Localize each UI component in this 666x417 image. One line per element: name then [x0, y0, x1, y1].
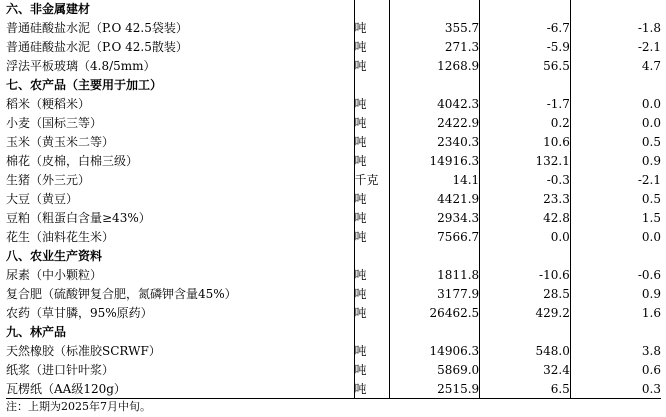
table-row — [6, 19, 661, 38]
unit-cell: 吨 — [354, 133, 389, 152]
change-amount-cell: 42.8 — [480, 209, 571, 228]
change-amount-cell: 132.1 — [480, 152, 571, 171]
change-percent-cell: 1.6 — [641, 305, 661, 320]
change-percent-cell: 3.8 — [641, 343, 661, 358]
table-row — [6, 341, 661, 360]
change-amount-cell — [480, 322, 571, 341]
current-price-cell: 26462.5 — [389, 304, 480, 323]
current-price-cell — [389, 247, 480, 266]
change-percent-cell: -2.1 — [637, 40, 661, 55]
unit-cell — [354, 0, 389, 19]
product-name: 纸浆（进口针叶浆） — [6, 362, 115, 377]
product-name: 稻米（粳稻米） — [6, 97, 91, 112]
current-price-cell: 2515.9 — [389, 379, 480, 398]
change-amount-cell: -5.9 — [480, 38, 571, 57]
unit-cell: 吨 — [354, 266, 389, 285]
change-amount-cell — [480, 247, 571, 266]
current-price-cell: 5869.0 — [389, 360, 480, 379]
unit-cell: 吨 — [354, 341, 389, 360]
price-table-body — [6, 0, 661, 398]
product-name: 豆粕（粗蛋白含量≥43%） — [6, 211, 151, 226]
table-row — [6, 152, 661, 171]
current-price-cell: 7566.7 — [389, 228, 480, 247]
change-percent-cell: -0.6 — [637, 268, 661, 283]
table-row — [6, 190, 661, 209]
section-row — [6, 76, 661, 95]
table-row — [6, 285, 661, 304]
product-name: 棉花（皮棉，白棉三级） — [6, 154, 139, 169]
table-row — [6, 133, 661, 152]
change-percent-cell: 0.0 — [641, 230, 661, 245]
change-percent-cell: -2.1 — [637, 173, 661, 188]
product-name: 浮法平板玻璃（4.8/5mm） — [6, 59, 156, 74]
change-amount-cell: 28.5 — [480, 285, 571, 304]
table-row — [6, 38, 661, 57]
change-amount-cell: 548.0 — [480, 341, 571, 360]
change-amount-cell: -0.3 — [480, 171, 571, 190]
change-amount-cell: 32.4 — [480, 360, 571, 379]
section-row — [6, 0, 661, 19]
unit-cell: 吨 — [354, 360, 389, 379]
product-name: 天然橡胶（标准胶SCRWF） — [6, 343, 161, 358]
footnote: 注：上期为2025年7月中旬。 — [6, 400, 151, 413]
change-percent-cell: 0.0 — [641, 116, 661, 131]
unit-cell: 吨 — [354, 152, 389, 171]
change-amount-cell: -1.7 — [480, 95, 571, 114]
unit-cell — [354, 76, 389, 95]
current-price-cell: 14916.3 — [389, 152, 480, 171]
section-title: 八、农业生产资料 — [6, 249, 103, 264]
price-table — [6, 0, 661, 399]
table-row — [6, 57, 661, 76]
product-name: 大豆（黄豆） — [6, 192, 79, 207]
table-row — [6, 171, 661, 190]
table-row — [6, 95, 661, 114]
unit-cell: 吨 — [354, 228, 389, 247]
product-name: 生猪（外三元） — [6, 173, 91, 188]
unit-cell: 吨 — [354, 38, 389, 57]
change-amount-cell: 6.5 — [480, 379, 571, 398]
change-percent-cell: 0.5 — [641, 135, 661, 150]
change-percent-cell: 0.3 — [570, 379, 661, 398]
current-price-cell: 2422.9 — [389, 114, 480, 133]
table-row — [6, 228, 661, 247]
product-name: 尿素（中小颗粒） — [6, 268, 103, 283]
current-price-cell — [389, 322, 480, 341]
change-amount-cell: -6.7 — [480, 19, 571, 38]
product-name: 普通硅酸盐水泥（P.O 42.5袋装） — [6, 21, 188, 36]
change-percent-cell: 0.9 — [641, 154, 661, 169]
unit-cell: 吨 — [354, 209, 389, 228]
current-price-cell: 2934.3 — [389, 209, 480, 228]
section-title: 六、非金属建材 — [6, 2, 91, 17]
unit-cell: 吨 — [354, 304, 389, 323]
section-row — [6, 247, 661, 266]
change-amount-cell: -10.6 — [480, 266, 571, 285]
unit-cell: 吨 — [354, 285, 389, 304]
table-row — [6, 304, 661, 323]
change-amount-cell: 56.5 — [480, 57, 571, 76]
change-percent-cell: 4.7 — [641, 59, 661, 74]
change-amount-cell — [480, 0, 571, 19]
change-amount-cell — [480, 76, 571, 95]
unit-cell: 吨 — [354, 190, 389, 209]
product-name: 小麦（国标三等） — [6, 116, 103, 131]
current-price-cell: 1811.8 — [389, 266, 480, 285]
current-price-cell: 14.1 — [389, 171, 480, 190]
change-amount-cell: 23.3 — [480, 190, 571, 209]
table-row — [6, 360, 661, 379]
section-title: 九、林产品 — [6, 324, 67, 339]
table-row — [6, 266, 661, 285]
unit-cell — [354, 322, 389, 341]
current-price-cell — [389, 76, 480, 95]
change-amount-cell: 10.6 — [480, 133, 571, 152]
current-price-cell: 4421.9 — [389, 190, 480, 209]
current-price-cell: 3177.9 — [389, 285, 480, 304]
change-percent-cell: 0.6 — [641, 362, 661, 377]
section-row — [6, 322, 661, 341]
current-price-cell: 14906.3 — [389, 341, 480, 360]
change-percent-cell: 0.0 — [641, 97, 661, 112]
product-name: 花生（油料花生米） — [6, 230, 115, 245]
product-name: 普通硅酸盐水泥（P.O 42.5散装） — [6, 40, 188, 55]
unit-cell — [354, 247, 389, 266]
unit-cell: 吨 — [354, 379, 389, 398]
change-amount-cell: 0.2 — [480, 114, 571, 133]
change-percent-cell — [570, 0, 661, 19]
product-name: 瓦楞纸（AA级120g） — [6, 379, 354, 398]
change-percent-cell: 0.5 — [641, 192, 661, 207]
unit-cell: 吨 — [354, 19, 389, 38]
change-percent-cell — [570, 76, 661, 95]
table-row — [6, 209, 661, 228]
change-amount-cell: 429.2 — [480, 304, 571, 323]
current-price-cell: 2340.3 — [389, 133, 480, 152]
unit-cell: 吨 — [354, 114, 389, 133]
current-price-cell: 4042.3 — [389, 95, 480, 114]
table-row — [6, 114, 661, 133]
change-percent-cell — [570, 322, 661, 341]
table-row — [6, 379, 661, 398]
current-price-cell: 355.7 — [389, 19, 480, 38]
current-price-cell — [389, 0, 480, 19]
current-price-cell: 271.3 — [389, 38, 480, 57]
change-amount-cell: 0.0 — [480, 228, 571, 247]
section-title: 七、农产品（主要用于加工） — [6, 78, 163, 93]
product-name: 农药（草甘膦，95%原药） — [6, 305, 153, 320]
change-percent-cell: 0.9 — [641, 287, 661, 302]
unit-cell: 吨 — [354, 95, 389, 114]
product-name: 复合肥（硫酸钾复合肥，氮磷钾含量45%） — [6, 287, 237, 302]
product-name: 玉米（黄玉米二等） — [6, 135, 115, 150]
change-percent-cell — [570, 247, 661, 266]
unit-cell: 千克 — [354, 171, 389, 190]
unit-cell: 吨 — [354, 57, 389, 76]
current-price-cell: 1268.9 — [389, 57, 480, 76]
change-percent-cell: 1.5 — [641, 211, 661, 226]
change-percent-cell: -1.8 — [637, 21, 661, 36]
